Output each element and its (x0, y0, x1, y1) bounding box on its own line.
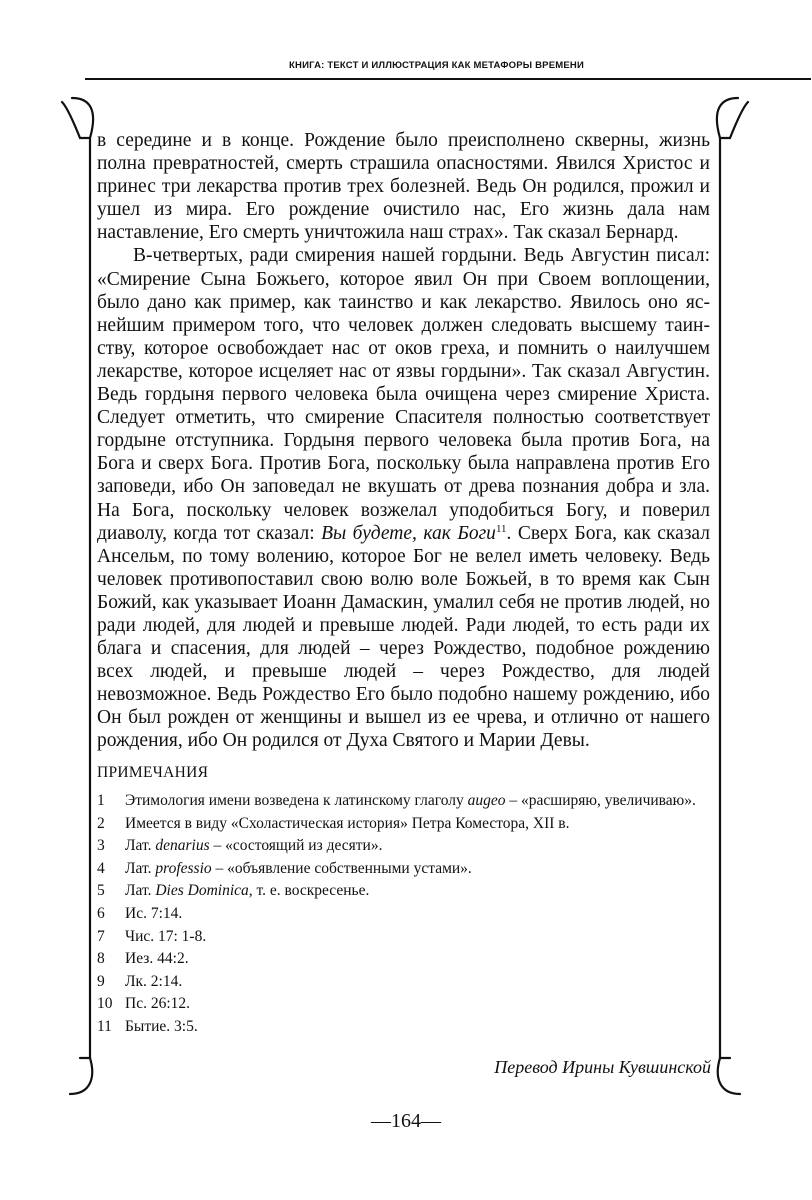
note-item (97, 948, 710, 971)
note-text-part: – «состоящий из десяти». (209, 837, 383, 855)
note-number: 8 (97, 950, 105, 968)
note-item (97, 903, 710, 926)
note-text-part: Иез. 44:2. (125, 950, 189, 968)
note-text-part: Пс. 26:12. (125, 995, 191, 1013)
note-text-part: – «расширяю, увеличиваю». (505, 792, 696, 809)
note-italic: Dies Dominica, (155, 882, 253, 900)
note-number: 11 (97, 1017, 112, 1035)
note-text-part: Этимология имени возведена к латинскому глаголу (125, 792, 468, 809)
note-italic: denarius (155, 837, 210, 855)
note-text (125, 971, 710, 994)
note-item (97, 790, 710, 813)
paragraph-text: . Сверх Бога, как сказал Ансельм, по тому волению, которое Бог не велел иметь человеку. Ведь человек противопоставил свою волю воле Божьей, в то время как Сын Божий, как указывает Иоанн Дамаскин, умалил себя не против людей, но ради людей, для людей и превыше людей. Ради людей, то есть ради их блага и спасения, для людей – через Рождество, подобное рождению всех людей, и превыше людей – через Рождество, для людей невозможное. Ведь Рождество Его было подобно нашему рождению, ибо Он был рожден от женщины и вышел из ее чрева, и отлично от нашего рождения, ибо Он родился от Духа Святого и Марии Девы. (97, 522, 710, 752)
note-item (97, 813, 710, 836)
note-number: 4 (97, 859, 105, 877)
note-number: 9 (97, 972, 105, 990)
running-head: КНИГА: ТЕКСТ И ИЛЛЮСТРАЦИЯ КАК МЕТАФОРЫ ВРЕМЕНИ (289, 60, 584, 71)
notes-list (97, 790, 710, 1039)
footnote-reference: 11 (495, 522, 507, 535)
note-text-part: Лат. (125, 837, 156, 855)
paragraph (97, 244, 710, 752)
body-text (97, 129, 710, 753)
page-number: —164— (371, 1110, 441, 1132)
note-italic: professio (155, 859, 212, 877)
note-text-part: – «объявление собственными устами». (211, 859, 472, 877)
translator-credit: Перевод Ирины Кувшинской (494, 1057, 711, 1077)
note-text-part: Ис. 7:14. (125, 904, 183, 922)
note-number: 5 (97, 882, 105, 900)
note-italic: augeo (467, 792, 506, 809)
note-text-part: Лк. 2:14. (125, 972, 183, 990)
note-text-part: Лат. (125, 882, 156, 900)
note-item (97, 1016, 710, 1039)
paragraph-text: В-четвертых, ради смирения нашей гордыни. Ведь Августин писал: «Смирение Сына Божьего, которое явил Он при Своем воплощении, было дано как пример, как таинство и как лекарство. Явилось оно яснейшим примером того, что человек должен следовать высшему таинству, которое освобождает нас от оков греха, и помнить о наилучшем лекарстве, которое исцеляет нас от язвы гордыни». Так сказал Августин. Ведь гордыня первого человека была очищена через смирение Христа. Следует отметить, что смирение Спасителя полностью соответствует гордыне отступника. Гордыня первого человека была против Бога, на Бога и сверх Бога. Против Бога, поскольку была направлена против Его заповеди, ибо Он заповедал не вкушать от древа познания добра и зла. На Бога, поскольку человек возжелал уподобиться Богу, и поверил диаволу, когда тот сказал: (97, 245, 710, 544)
note-number: 2 (97, 814, 105, 832)
note-text (125, 880, 710, 903)
header-rule (85, 78, 811, 80)
note-text-part: Лат. (125, 859, 156, 877)
note-text-part: Бытие. 3:5. (125, 1017, 198, 1035)
note-text (125, 948, 710, 971)
note-number: 1 (97, 792, 105, 809)
note-text (125, 926, 710, 949)
note-text (125, 790, 710, 813)
note-text (125, 1016, 710, 1039)
note-text (125, 835, 710, 858)
quotation-italic: Вы будете, как Боги (321, 522, 496, 544)
note-item (97, 858, 710, 881)
note-number: 6 (97, 904, 105, 922)
note-item (97, 971, 710, 994)
note-text-part: Имеется в виду «Схоластическая история» Петра Коместора, XII в. (125, 814, 570, 832)
note-item (97, 993, 710, 1016)
notes-heading: ПРИМЕЧАНИЯ (97, 764, 209, 781)
note-text-part: т. е. воскресенье. (252, 882, 370, 900)
note-item (97, 835, 710, 858)
note-text (125, 993, 710, 1016)
note-text (125, 813, 710, 836)
note-item (97, 880, 710, 903)
note-text (125, 903, 710, 926)
note-text (125, 858, 710, 881)
note-item (97, 926, 710, 949)
note-text-part: Чис. 17: 1-8. (125, 927, 207, 945)
note-number: 7 (97, 927, 105, 945)
paragraph: в середине и в конце. Рождение было преисполнено скверны, жизнь полна превратностей, смерть страшила опасностями. Явился Христос и принес три лекарства против трех болезней. Ведь Он родился, прожил и ушел из мира. Его рождение очистило нас, Его жизнь дала нам наставление, Его смерть уничтожила наш страх». Так сказал Бернард. (97, 130, 710, 244)
note-number: 10 (97, 995, 113, 1013)
note-number: 3 (97, 837, 105, 855)
